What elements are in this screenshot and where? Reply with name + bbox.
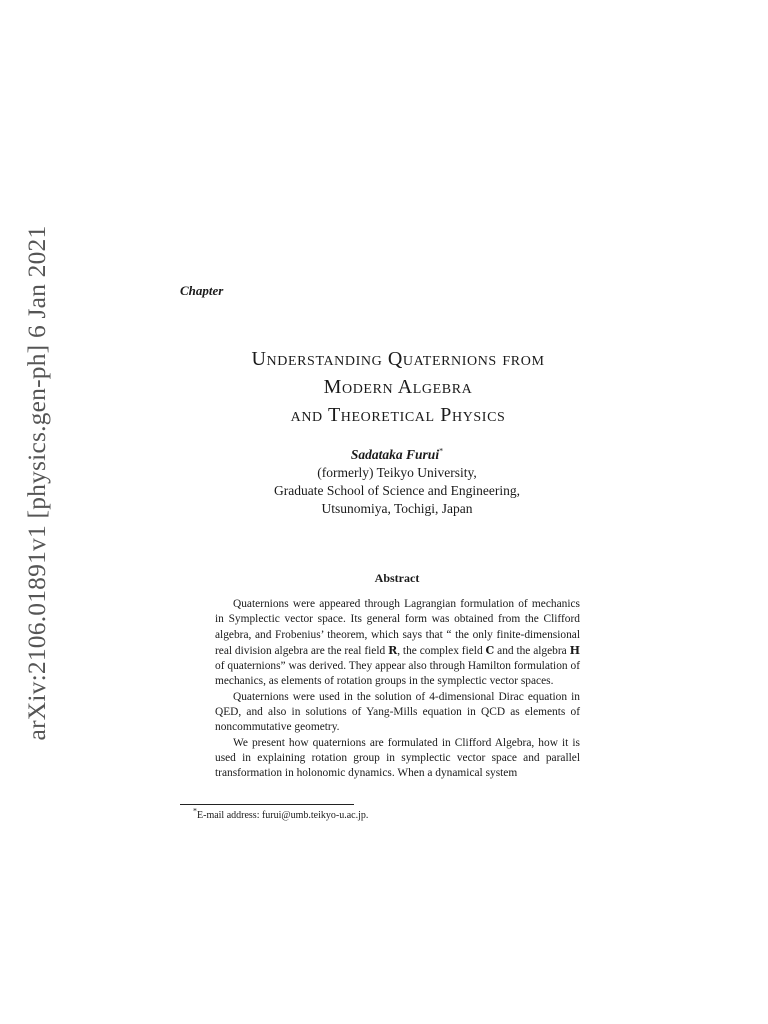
affiliation-line-3: Utsunomiya, Tochigi, Japan	[321, 501, 473, 516]
abstract-body	[215, 597, 580, 782]
footnote-divider	[180, 804, 354, 805]
abstract-p1-text-d: of quaternions” was derived. They appear also through Hamilton formulation of mechanics, as elements of rotation groups in the symplectic vector spaces.	[215, 660, 580, 688]
title-line-1: Understanding Quaternions from	[251, 348, 545, 370]
footnote-mark: *	[193, 806, 197, 816]
author-footnote-mark: *	[439, 446, 444, 456]
affiliation-line-1: (formerly) Teikyo University,	[317, 465, 477, 480]
author-block	[0, 446, 768, 518]
abstract-p1-text-a: Quaternions were appeared through Lagrangian formulation of mechanics in Symplectic vector space. Its general form was obtained from the Clifford algebra, and Frobenius’ theorem, which says that “ the only finite-dimensional real division algebra are the real field	[215, 598, 580, 657]
abstract-paragraph-1	[215, 597, 580, 690]
affiliation-line-2: Graduate School of Science and Engineering,	[274, 483, 520, 498]
chapter-label: Chapter	[180, 283, 224, 298]
abstract-p1-text-c: and the algebra	[494, 644, 570, 657]
abstract-paragraph-2: Quaternions were used in the solution of 4-dimensional Dirac equation in QED, and also in solutions of Yang-Mills equation in QCD as elements of noncommutative geometry.	[215, 690, 580, 734]
title-line-3: and Theoretical Physics	[290, 404, 506, 426]
author-line	[0, 446, 768, 464]
complex-field-symbol: C	[485, 643, 495, 657]
footnote-text: E-mail address: furui@umb.teikyo-u.ac.jp.	[197, 810, 369, 821]
abstract-paragraph-3: We present how quaternions are formulated in Clifford Algebra, how it is used in explaining rotation group in symplectic vector space and parallel transformation in holonomic dynamics. When a dynamical system	[215, 736, 580, 780]
abstract-p1-text-b: , the complex field	[397, 644, 486, 657]
paper-title	[0, 345, 768, 429]
author-name: Sadataka Furui	[350, 447, 440, 462]
real-field-symbol: R	[388, 643, 398, 657]
quaternion-algebra-symbol: H	[569, 643, 580, 657]
footnote	[193, 806, 369, 822]
title-line-2: Modern Algebra	[323, 376, 473, 398]
arxiv-identifier-stamp: arXiv:2106.01891v1 [physics.gen-ph] 6 Jan 2021	[22, 225, 51, 741]
abstract-heading: Abstract	[374, 571, 420, 585]
